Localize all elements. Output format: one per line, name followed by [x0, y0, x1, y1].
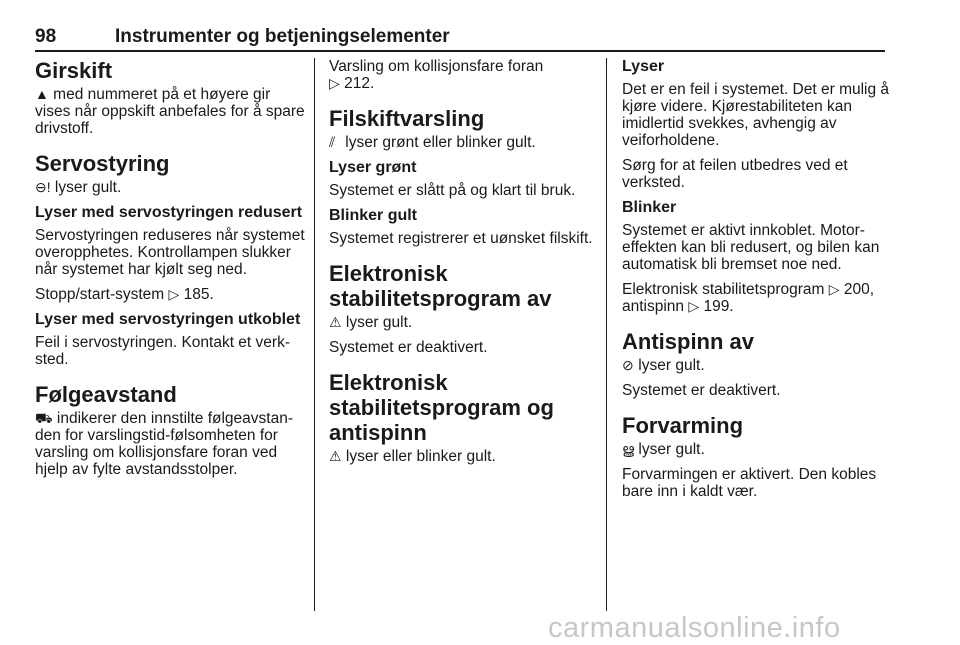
- paragraph: Det er en feil i systemet. Det er mulig å kjøre videre. Kjørestabiliteten kan imidlertid svekkes, avhengig av veiforholdene.: [622, 81, 890, 149]
- page-ref-icon: ▷: [168, 286, 180, 302]
- subheading-utkoblet: Lyser med servostyringen utkoblet: [35, 311, 301, 328]
- paragraph: Systemet er deaktivert.: [622, 382, 781, 399]
- section-heading-forvarming: Forvarming: [622, 413, 744, 438]
- running-title: Instrumenter og betjeningselementer: [115, 26, 450, 47]
- paragraph: Forvarmingen er aktivert. Den kobles bare inn i kaldt vær.: [622, 466, 877, 500]
- cross-reference: Elektronisk stabilitetsprogram ▷ 200, antispinn ▷ 199.: [622, 281, 875, 315]
- paragraph: ⚠ lyser eller blinker gult.: [329, 448, 496, 465]
- section-heading-esp-av: Elektronisk stabilitetsprogram av: [329, 261, 552, 311]
- paragraph: Systemet er aktivt innkoblet. Motoreffekten kan bli redusert, og bilen kan automatisk bli bremset noe ned.: [622, 222, 880, 273]
- section-heading-filskift: Filskiftvarsling: [329, 106, 485, 131]
- paragraph: Feil i servostyringen. Kontakt et verksted.: [35, 334, 290, 368]
- paragraph: ⊖! lyser gult.: [35, 179, 122, 196]
- watermark: carmanualsonline.info: [548, 612, 841, 644]
- esp-icon: ⚠: [329, 448, 342, 464]
- following-distance-icon: ⛟: [35, 410, 53, 426]
- paragraph: ⚠ lyser gult.: [329, 314, 413, 331]
- section-heading-servostyring: Servostyring: [35, 151, 170, 176]
- glow-plug-icon: ൠ: [622, 441, 635, 457]
- cross-reference: Stopp/start-system ▷ 185.: [35, 286, 214, 303]
- traction-control-off-icon: ⊘: [622, 357, 634, 373]
- subheading-lyser: Lyser: [622, 58, 665, 75]
- section-heading-girskift: Girskift: [35, 58, 113, 83]
- paragraph: ⫽ lyser grønt eller blinker gult.: [329, 134, 536, 151]
- subheading-redusert: Lyser med servostyringen redusert: [35, 204, 303, 221]
- paragraph: Servostyringen reduseres når systemet overopphetes. Kontrollampen slukker når systemet har kjølt seg ned.: [35, 227, 305, 278]
- paragraph: ൠ lyser gult.: [622, 441, 705, 458]
- column-divider: [606, 58, 607, 611]
- power-steering-icon: ⊖!: [35, 179, 51, 195]
- cross-reference: Varsling om kollisjonsfare foran ▷ 212.: [329, 58, 544, 92]
- column-divider: [314, 58, 315, 611]
- section-heading-folgeavstand: Følgeavstand: [35, 382, 177, 407]
- paragraph: ▲ med nummeret på et høyere gir vises når oppskift anbefales for å spare drivstoff.: [35, 86, 305, 137]
- paragraph: ⛟ indikerer den innstilte følgeavstanden for varslingstid-følsomheten for varsling om kollisjonsfare foran ved hjelp av fylte avstandsstolper.: [35, 410, 294, 478]
- section-heading-antispinn: Antispinn av: [622, 329, 755, 354]
- page-ref-icon: ▷: [688, 298, 700, 314]
- lane-departure-icon: ⫽: [329, 134, 336, 150]
- paragraph: Sørg for at feilen utbedres ved et verksted.: [622, 157, 848, 191]
- upshift-arrow-icon: ▲: [35, 86, 49, 102]
- subheading-blinker-gult: Blinker gult: [329, 207, 418, 224]
- paragraph: Systemet registrerer et uønsket filskift.: [329, 230, 593, 247]
- page-ref-icon: ▷: [828, 281, 840, 297]
- page-ref-icon: ▷: [329, 75, 340, 91]
- column-1: [35, 58, 307, 486]
- paragraph: Systemet er slått på og klart til bruk.: [329, 182, 576, 199]
- subheading-lyser-gront: Lyser grønt: [329, 159, 417, 176]
- esp-off-icon: ⚠: [329, 314, 342, 330]
- page-number: 98: [35, 26, 57, 47]
- column-3: [622, 58, 892, 508]
- column-2: [329, 58, 599, 473]
- subheading-blinker: Blinker: [622, 199, 677, 216]
- section-heading-esp-antispinn: Elektronisk stabilitetsprogram og antispinn: [329, 370, 554, 445]
- page-header: [35, 26, 885, 52]
- paragraph: Systemet er deaktivert.: [329, 339, 488, 356]
- paragraph: ⊘ lyser gult.: [622, 357, 705, 374]
